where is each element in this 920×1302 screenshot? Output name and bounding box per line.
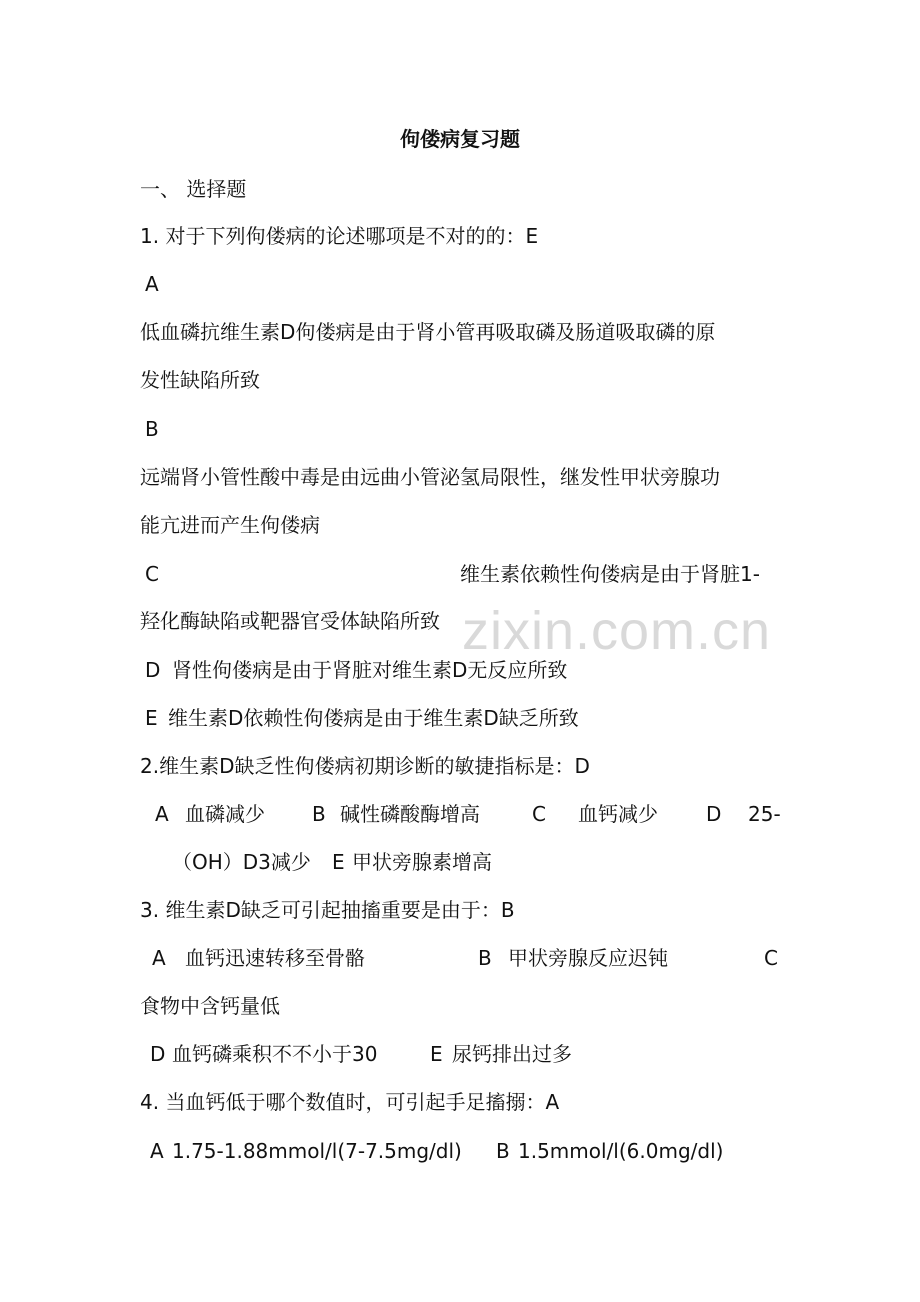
question-1-stem: 1. 对于下列佝偻病的论述哪项是不对的的：E [140, 224, 539, 248]
q1-option-c-letter: C [145, 562, 159, 586]
q1-option-e-text: 维生素D依赖性佝偻病是由于维生素D缺乏所致 [168, 706, 579, 730]
q1-option-a-text-line1: 低血磷抗维生素D佝偻病是由于肾小管再吸取磷及肠道吸取磷的原 [140, 320, 716, 344]
q3-option-a-letter: A [152, 946, 166, 970]
q4-option-b-text: 1.5mmol/l(6.0mg/dl) [518, 1139, 724, 1163]
q3-option-b-text: 甲状旁腺反应迟钝 [508, 946, 668, 970]
q1-option-e-letter: E [145, 706, 158, 730]
q2-option-c-text: 血钙减少 [578, 802, 658, 826]
q1-option-b-text-line2: 能亢进而产生佝偻病 [140, 513, 320, 537]
q3-option-b-letter: B [478, 946, 492, 970]
q1-option-a-text-line2: 发性缺陷所致 [140, 368, 260, 392]
q1-option-b-letter: B [145, 417, 159, 441]
q2-option-e-letter: E [332, 850, 345, 874]
q1-option-d-text: 肾性佝偻病是由于肾脏对维生素D无反应所致 [172, 658, 568, 682]
q2-option-d-text-cont: （OH）D3减少 [172, 850, 311, 874]
q1-option-c-text-line2: 羟化酶缺陷或靶器官受体缺陷所致 [140, 609, 440, 633]
watermark: zixin.com.cn [462, 601, 772, 661]
q3-option-e-text: 尿钙排出过多 [452, 1042, 572, 1066]
question-4-stem: 4. 当血钙低于哪个数值时，可引起手足搐搦：A [140, 1090, 560, 1114]
q3-option-c-letter: C [764, 946, 778, 970]
q2-option-e-text: 甲状旁腺素增高 [352, 850, 492, 874]
q2-option-d-text: 25- [748, 802, 781, 826]
q4-option-a-letter: A [150, 1139, 164, 1163]
q2-option-b-text: 碱性磷酸酶增高 [340, 802, 480, 826]
q2-option-a-letter: A [155, 802, 169, 826]
q1-option-a-letter: A [145, 272, 159, 296]
q1-option-c-text-line1: 维生素依赖性佝偻病是由于肾脏1- [460, 562, 760, 586]
q1-option-d-letter: D [145, 658, 161, 682]
page-title: 佝偻病复习题 [400, 127, 520, 151]
q3-option-d-letter: D [150, 1042, 166, 1066]
q1-option-b-text-line1: 远端肾小管性酸中毒是由远曲小管泌氢局限性，继发性甲状旁腺功 [140, 465, 720, 489]
q2-option-b-letter: B [312, 802, 326, 826]
q4-option-a-text: 1.75-1.88mmol/l(7-7.5mg/dl) [172, 1139, 462, 1163]
q3-option-d-text: 血钙磷乘积不不小于30 [172, 1042, 378, 1066]
section-heading: 一、 选择题 [140, 177, 247, 201]
q2-option-a-text: 血磷减少 [185, 802, 265, 826]
q3-option-e-letter: E [430, 1042, 443, 1066]
q2-option-c-letter: C [532, 802, 546, 826]
q4-option-b-letter: B [496, 1139, 510, 1163]
question-2-stem: 2.维生素D缺乏性佝偻病初期诊断的敏捷指标是：D [140, 754, 590, 778]
q2-option-d-letter: D [706, 802, 722, 826]
q3-option-c-text: 食物中含钙量低 [140, 994, 280, 1018]
q3-option-a-text: 血钙迅速转移至骨骼 [185, 946, 365, 970]
question-3-stem: 3. 维生素D缺乏可引起抽搐重要是由于：B [140, 898, 515, 922]
